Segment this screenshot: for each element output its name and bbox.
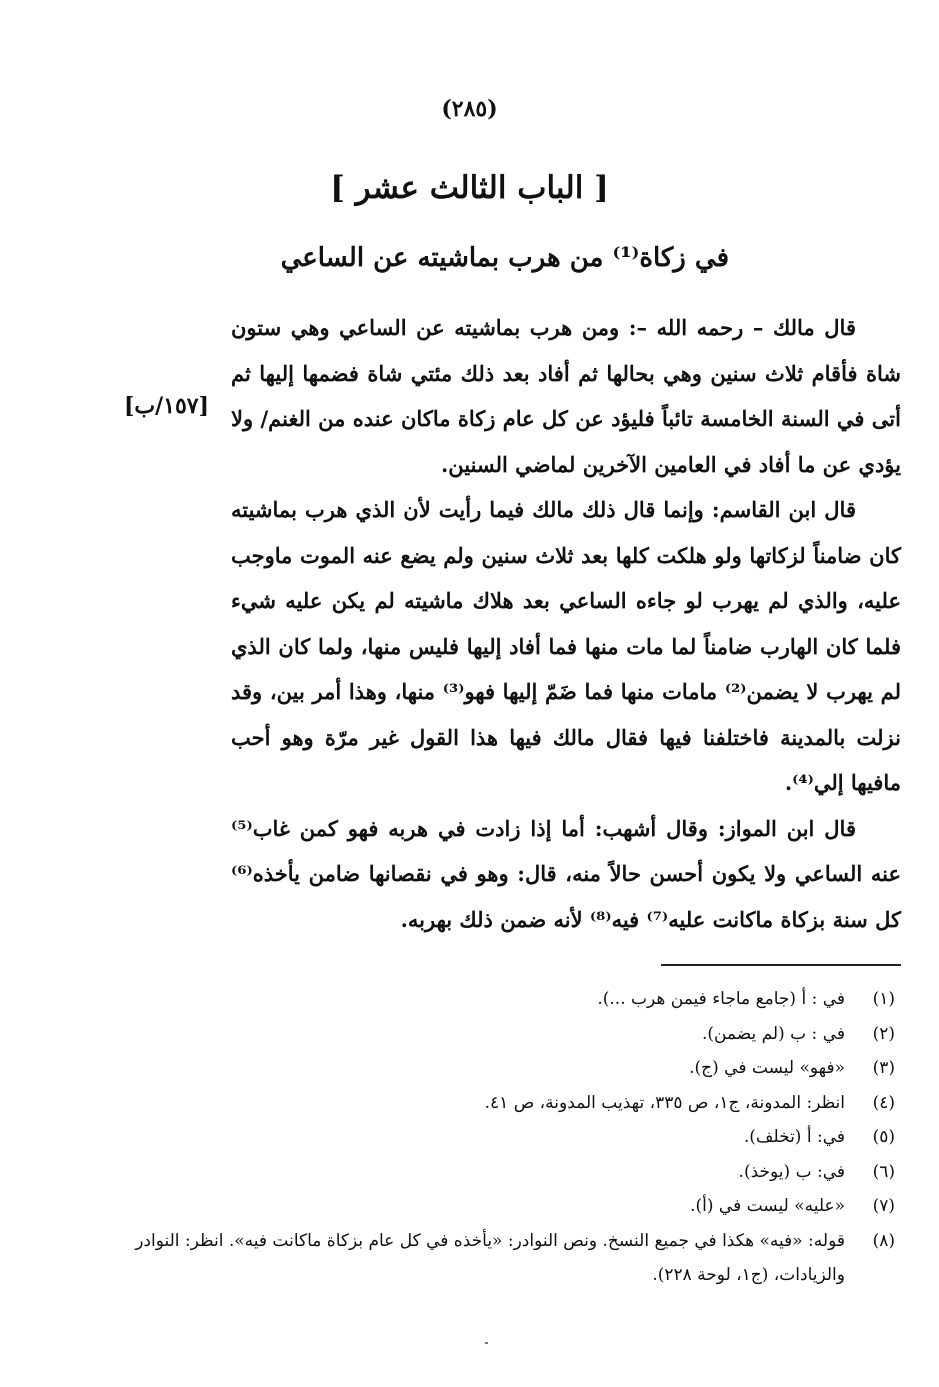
main-text [231, 305, 901, 942]
footnote-number: (٧) [872, 1196, 895, 1216]
footnote-number: (٨) [872, 1230, 895, 1251]
manuscript-folio-note: [١٥٧/ب] [124, 393, 210, 419]
scan-speck [485, 1342, 488, 1344]
footnote-item [135, 982, 895, 1017]
footnote-item [135, 1120, 895, 1155]
footnote-item [135, 1189, 895, 1224]
footnote-text: في: أ (تخلف). [743, 1127, 845, 1147]
footnote-text: «عليه» ليست في (أ). [690, 1196, 845, 1216]
footnote-item [135, 1017, 895, 1052]
page-number: (٢٨٥) [441, 96, 498, 122]
footnote-text: «فهو» ليست في (ج). [689, 1058, 845, 1078]
paragraph-ibn-al-mawwaz: قال ابن المواز: وقال أشهب: أما إذا زادت في هربه فهو كمن غاب⁽⁵⁾ عنه الساعي ولا يكون أحسن حالاً منه، قال: وهو في نقصانها ضامن يأخذه⁽⁶⁾ كل سنة بزكاة ماكانت عليه⁽⁷⁾ فيه⁽⁸⁾ لأنه ضمن ذلك بهربه. [231, 815, 901, 932]
footnote-text: قوله: «فيه» هكذا في جميع النسخ. ونص النوادر: «يأخذه في كل عام بزكاة ماكانت فيه». انظر: النوادر والزيادات، (ج١، لوحة ٢٢٨). [135, 1230, 845, 1285]
footnote-item [135, 1155, 895, 1190]
footnote-number: (١) [872, 989, 895, 1009]
footnote-item [135, 1051, 895, 1086]
footnote-item [135, 1224, 895, 1293]
footnote-number: (٢) [872, 1023, 895, 1044]
footnote-separator [661, 964, 901, 966]
footnote-text: في : ب (لم يضمن). [701, 1023, 845, 1044]
footnote-number: (٦) [872, 1161, 895, 1182]
paragraph-ibn-al-qasim: قال ابن القاسم: وإنما قال ذلك مالك فيما رأيت لأن الذي هرب بماشيته كان ضامناً لزكاتها ولو هلكت كلها بعد ثلاث سنين ولم يضع عنه الموت ماوجب عليه، والذي لم يهرب لو جاءه الساعي بعد هلاك ماشيته لم يكن عليه شيء فلما كان الهارب ضامناً لما مات منها فما أفاد إليها فليس منها، ولما كان الذي لم يهرب لا يضمن⁽²⁾ مامات منها فما ضَمّ إليها فهو⁽³⁾ منها، وهذا أمر بين، وقد نزلت بالمدينة فاختلفنا فيها فقال مالك فيها هذا القول غير مرّة وهو أحب مافيها إلي⁽⁴⁾. [231, 497, 901, 795]
paragraph-malik: قال مالك – رحمه الله –: ومن هرب بماشيته عن الساعي وهي ستون شاة فأقام ثلاث سنين وهي بحالها ثم أفاد بعد ذلك مئتي شاة فضمها إليها ثم أتى في السنة الخامسة تائباً فليؤد عن كل عام زكاة ماكان عنده من الغنم/ ولا يؤدي عن ما أفاد في العامين الآخرين لماضي السنين. [231, 315, 901, 477]
footnote-text: في : أ (جامع ماجاء فيمن هرب ...). [597, 989, 845, 1009]
footnote-text: في: ب (يوخذ). [738, 1161, 845, 1182]
chapter-title: [ الباب الثالث عشر ] [330, 170, 609, 206]
footnote-number: (٥) [872, 1127, 895, 1147]
footnote-text: انظر: المدونة، ج١، ص ٣٣٥، تهذيب المدونة، ص ٤١. [484, 1092, 845, 1113]
footnote-number: (٣) [872, 1058, 895, 1078]
footnote-item [135, 1086, 895, 1121]
footnote-number: (٤) [872, 1092, 895, 1113]
footnotes [135, 982, 895, 1293]
section-title: في زكاة⁽¹⁾ من هرب بماشيته عن الساعي [280, 243, 729, 273]
